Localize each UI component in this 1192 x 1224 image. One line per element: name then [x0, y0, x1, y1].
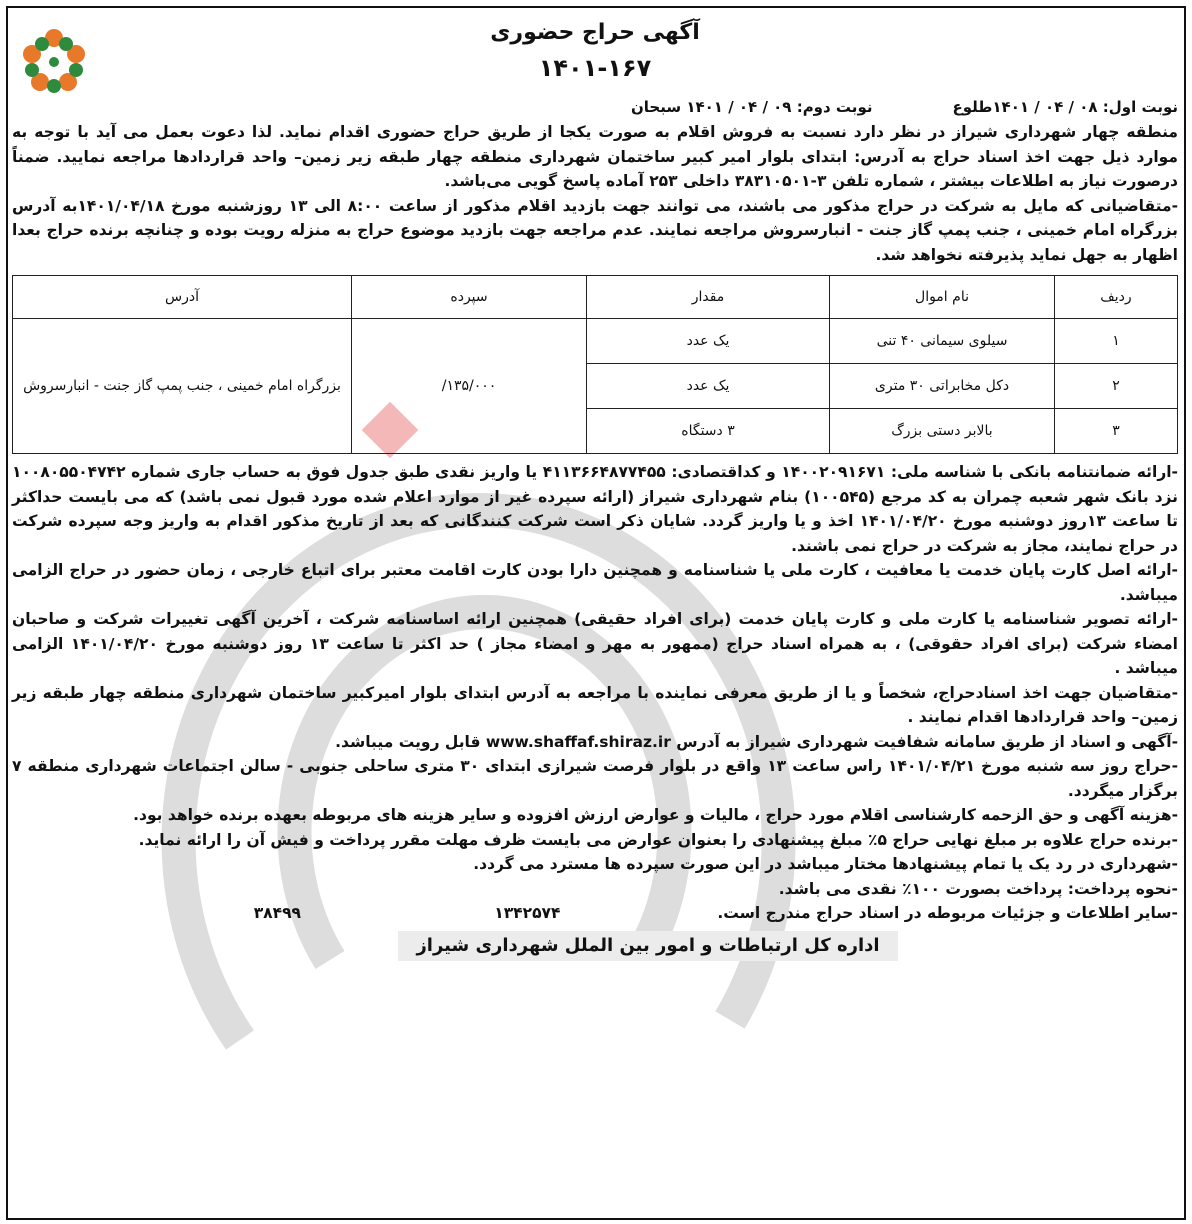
header-deposit: سپرده: [352, 276, 587, 319]
notice-content: [12, 14, 1178, 961]
header-quantity: مقدار: [587, 276, 830, 319]
cell-row-number: ۱: [1055, 319, 1178, 364]
cell-row-number: ۲: [1055, 364, 1178, 409]
auction-items-table: [12, 275, 1178, 454]
cell-item-name: سیلوی سیمانی ۴۰ تنی: [830, 319, 1055, 364]
condition-rejection: -شهرداری در رد یک یا تمام پیشنهادها مختار میباشد در این صورت سپرده ها مسترد می گردد.: [473, 855, 1178, 873]
table-header-row: [13, 276, 1178, 319]
header-address: آدرس: [13, 276, 352, 319]
visit-paragraph: -متقاضیانی که مایل به شرکت در حراج مذکور می باشند، می توانند جهت بازدید اقلام مذکور از ساعت ۸:۰۰ الی ۱۳ روزشنبه مورخ ۱۴۰۱/۰۴/۱۸به آدرس بزرگراه امام خمینی ، جنب پمپ گاز جنت - انبارسروش مراجعه نمایند. عدم مراجعه جهت بازدید موضوع حراج به منزله رویت بوده و چنانچه برنده حراج بعدا اظهار به جهل نماید پذیرفته نخواهد شد.: [12, 196, 1179, 264]
cell-row-number: ۳: [1055, 409, 1178, 454]
first-publication-date: نوبت اول: ۰۸ / ۰۴ / ۱۴۰۱طلوع: [952, 98, 1178, 116]
condition-documents: -ارائه تصویر شناسنامه یا کارت ملی و کارت پایان خدمت (برای افراد حقیقی) همچنین ارائه اساسنامه شرکت ، آخرین آگهی تغییرات شرکت و صاحبان امضاء شرکت (برای افراد حقوقی) ، به همراه اسناد حراج (ممهور به مهر و امضاء مجاز ) حد اکثر تا ساعت ۱۳ روز دوشنبه مورخ ۱۴۰۱/۰۴/۲۰ الزامی میباشد .: [12, 610, 1178, 677]
condition-website: -آگهی و اسناد از طریق سامانه شفافیت شهرداری شیراز به آدرس www.shaffaf.shiraz.ir قابل رویت میباشد.: [335, 732, 1178, 751]
condition-auction-time: -حراج روز سه شنبه مورخ ۱۴۰۱/۰۴/۲۱ راس ساعت ۱۳ واقع در بلوار فرصت شیرازی ابتدای ۳۰ متری ساحلی جنوبی - سالن اجتماعات شهرداری منطقه ۷ برگزار میگردد.: [12, 757, 1178, 800]
cell-quantity: یک عدد: [587, 364, 830, 409]
footer-signature: اداره کل ارتباطات و امور بین الملل شهرداری شیراز: [398, 931, 898, 961]
cell-item-name: بالابر دستی بزرگ: [830, 409, 1055, 454]
cell-quantity: ۳ دستگاه: [587, 409, 830, 454]
notice-title: آگهی حراج حضوری: [490, 20, 700, 45]
condition-obtain-documents: -متقاضیان جهت اخذ اسنادحراج، شخصاً و یا از طریق معرفی نماینده با مراجعه به آدرس ابتدای بلوار امیرکبیر ساختمان شهرداری منطقه چهار طبقه زیر زمین– واحد قراردادها اقدام نمایند .: [12, 683, 1178, 726]
condition-payment: -نحوه پرداخت: پرداخت بصورت ۱۰۰٪ نقدی می باشد.: [778, 879, 1178, 898]
notice-header: [12, 16, 1178, 94]
second-publication-date: نوبت دوم: ۰۹ / ۰۴ / ۱۴۰۱ سبحان: [631, 98, 873, 116]
reference-code-1: ۱۳۴۲۵۷۴: [494, 904, 561, 922]
bottom-row: [12, 901, 1178, 925]
cell-address: بزرگراه امام خمینی ، جنب پمپ گاز جنت - انبارسروش: [13, 319, 352, 454]
header-row-number: ردیف: [1055, 276, 1178, 319]
condition-other-info: -سایر اطلاعات و جزئیات مربوطه در اسناد حراج مندرج است.: [717, 904, 1178, 922]
condition-deposit: -ارائه ضمانتنامه بانکی با شناسه ملی: ۱۴۰۰۲۰۹۱۶۷۱ و کداقتصادی: ۴۱۱۳۶۶۴۸۷۷۴۵۵ یا واریز نقدی طبق جدول فوق به حساب جاری شماره ۱۰۰۸۰۵۵۰۴۷۴۲ نزد بانک شهر شعبه چمران به کد مرجع (۱۰۰۵۴۵) بنام شهرداری شیراز (ارائه سپرده غیر از موارد اعلام شده مورد قبول نمی باشد) که می بایست حداکثر تا ساعت ۱۳روز دوشنبه مورخ ۱۴۰۱/۰۴/۲۰ اخذ و یا واریز گردد. شایان ذکر است شرکت کنندگانی که بعد از تاریخ مذکور اقدام به واریز وجه سپرده شرکت در حراج نمایند، مجاز به شرکت در حراج نمی باشند.: [12, 463, 1178, 555]
condition-fee: -برنده حراج علاوه بر مبلغ نهایی حراج ۵٪ مبلغ پیشنهادی را بعنوان عوارض می بایست ظرف مهلت مقرر پرداخت و فیش آن را ارائه نماید.: [138, 830, 1178, 849]
header-item-name: نام اموال: [830, 276, 1055, 319]
publication-dates: [12, 94, 1178, 120]
notice-number: ۱۴۰۱-۱۶۷: [538, 54, 652, 82]
municipality-logo-icon: [14, 24, 94, 100]
intro-paragraph: منطقه چهار شهرداری شیراز در نظر دارد نسبت به فروش اقلام به صورت یکجا از طریق حراج حضوری اقدام نماید. لذا دعوت بعمل می آید با توجه به موارد ذیل جهت اخذ اسناد حراج به آدرس: ابتدای بلوار امیر کبیر ساختمان شهرداری منطقه چهار طبقه زیر زمین– واحد قراردادها مراجعه نمایید. ضمناً درصورت نیاز به اطلاعات بیشتر ، شماره تلفن ۳-۳۸۳۱۰۵۰۱ داخلی ۲۵۳ آماده پاسخ گویی می‌باشد.: [12, 123, 1178, 190]
cell-deposit: ۱۳۵/۰۰۰/: [352, 319, 587, 454]
cell-item-name: دکل مخابراتی ۳۰ متری: [830, 364, 1055, 409]
table-row: [13, 319, 1178, 364]
condition-id-cards: -ارائه اصل کارت پایان خدمت یا معافیت ، کارت ملی یا شناسنامه و همچنین دارا بودن کارت اقامت معتبر برای اتباع خارجی ، زمان حضور در حراج الزامی میباشد.: [12, 561, 1178, 604]
cell-quantity: یک عدد: [587, 319, 830, 364]
reference-code-2: ۳۸۴۹۹: [253, 904, 302, 922]
condition-costs: -هزینه آگهی و حق الزحمه کارشناسی اقلام مورد حراج ، مالیات و عوارض ارزش افزوده و سایر هزینه های مربوطه بعهده برنده خواهد بود.: [133, 806, 1178, 824]
